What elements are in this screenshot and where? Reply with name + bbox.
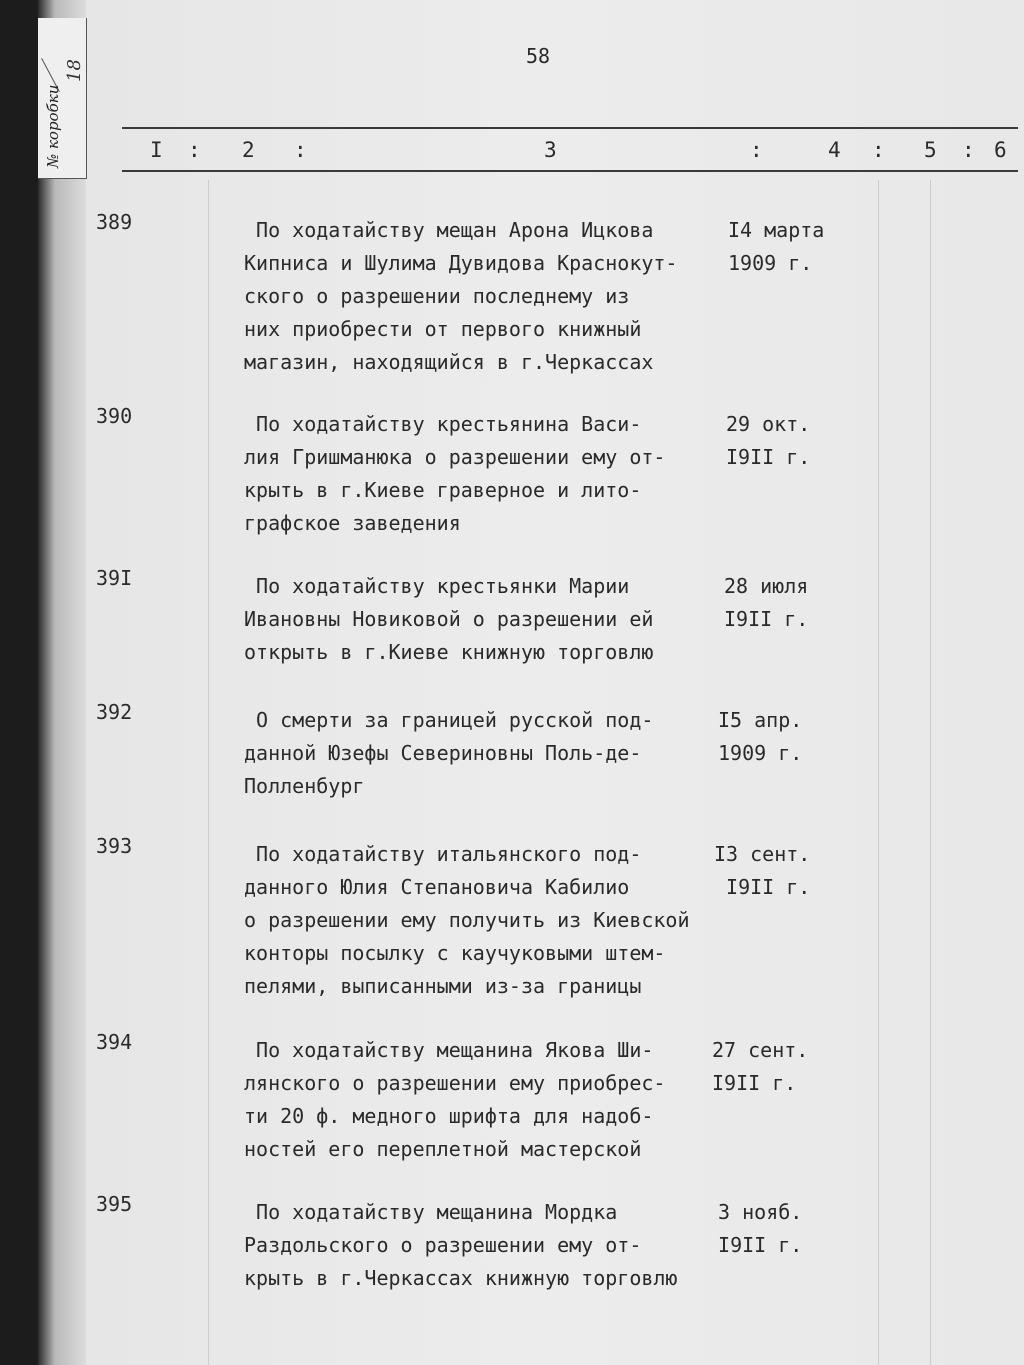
entry-date: I3 сент. I9II г. xyxy=(714,842,811,899)
entry-number: 392 xyxy=(96,700,133,724)
entry-description: По ходатайству крестьянина Васи- лия Гришманюка о разрешении ему от- крыть в г.Киеве граверное и лито- графское заведения xyxy=(244,412,666,535)
document-page xyxy=(38,0,1024,1365)
entry-description: По ходатайству крестьянки Марии Ивановны Новиковой о разрешении ей открыть в г.Киеве книжную торговлю xyxy=(244,574,654,664)
entry-description: По ходатайству мещанина Якова Ши- лянского о разрешении ему приобрес- ти 20 ф. медного шрифта для надоб- ностей его переплетной мастерской xyxy=(244,1038,666,1161)
header-top-rule xyxy=(122,127,1018,129)
header-sep-5: : xyxy=(962,138,975,162)
header-sep-2: : xyxy=(294,138,307,162)
entry-number: 389 xyxy=(96,210,133,234)
entry-date: I5 апр. 1909 г. xyxy=(718,708,803,765)
binding-gutter xyxy=(38,0,86,1365)
entry-description: По ходатайству итальянского под- данного Юлия Степановича Кабилио о разрешении ему получить из Киевской конторы посылку с каучуковыми штем- пелями, выписанными из-за границы xyxy=(244,842,690,998)
entry-number: 390 xyxy=(96,404,133,428)
column-guide-line xyxy=(930,180,931,1365)
box-number: 18 xyxy=(64,59,85,82)
entry-date: 27 сент. I9II г. xyxy=(712,1038,809,1095)
entry-description: По ходатайству мещанина Мордка Раздольского о разрешении ему от- крыть в г.Черкассах книжную торговлю xyxy=(244,1200,678,1290)
header-bottom-rule xyxy=(122,170,1018,172)
column-guide-line xyxy=(208,180,209,1365)
header-col-4: 4 xyxy=(828,138,841,162)
entry-date: 28 июля I9II г. xyxy=(724,574,809,631)
entry-number: 394 xyxy=(96,1030,133,1054)
header-sep-1: : xyxy=(188,138,201,162)
entry-description: О смерти за границей русской под- данной Юзефы Севериновны Поль-де- Полленбург xyxy=(244,708,654,798)
box-number-tab xyxy=(38,18,87,179)
entry-date: 3 нояб. I9II г. xyxy=(718,1200,803,1257)
entry-description: По ходатайству мещан Арона Ицкова Кипниса и Шулима Дувидова Краснокут- ского о разрешении последнему из них приобрести от первого книжный магазин, находящийся в г.Черкассах xyxy=(244,218,678,374)
header-col-6: 6 xyxy=(994,138,1007,162)
header-col-2: 2 xyxy=(242,138,255,162)
header-sep-3: : xyxy=(750,138,763,162)
entry-date: I4 марта 1909 г. xyxy=(728,218,825,275)
header-sep-4: : xyxy=(872,138,885,162)
header-col-3: 3 xyxy=(544,138,557,162)
entry-date: 29 окт. I9II г. xyxy=(726,412,811,469)
entry-number: 393 xyxy=(96,834,133,858)
header-col-1: I xyxy=(150,138,163,162)
entry-number: 395 xyxy=(96,1192,133,1216)
entry-number: 39I xyxy=(96,566,133,590)
box-number-label: № коробки xyxy=(44,84,62,168)
header-col-5: 5 xyxy=(924,138,937,162)
column-header-row xyxy=(122,138,1018,168)
page-number: 58 xyxy=(526,44,551,68)
column-guide-line xyxy=(878,180,879,1365)
